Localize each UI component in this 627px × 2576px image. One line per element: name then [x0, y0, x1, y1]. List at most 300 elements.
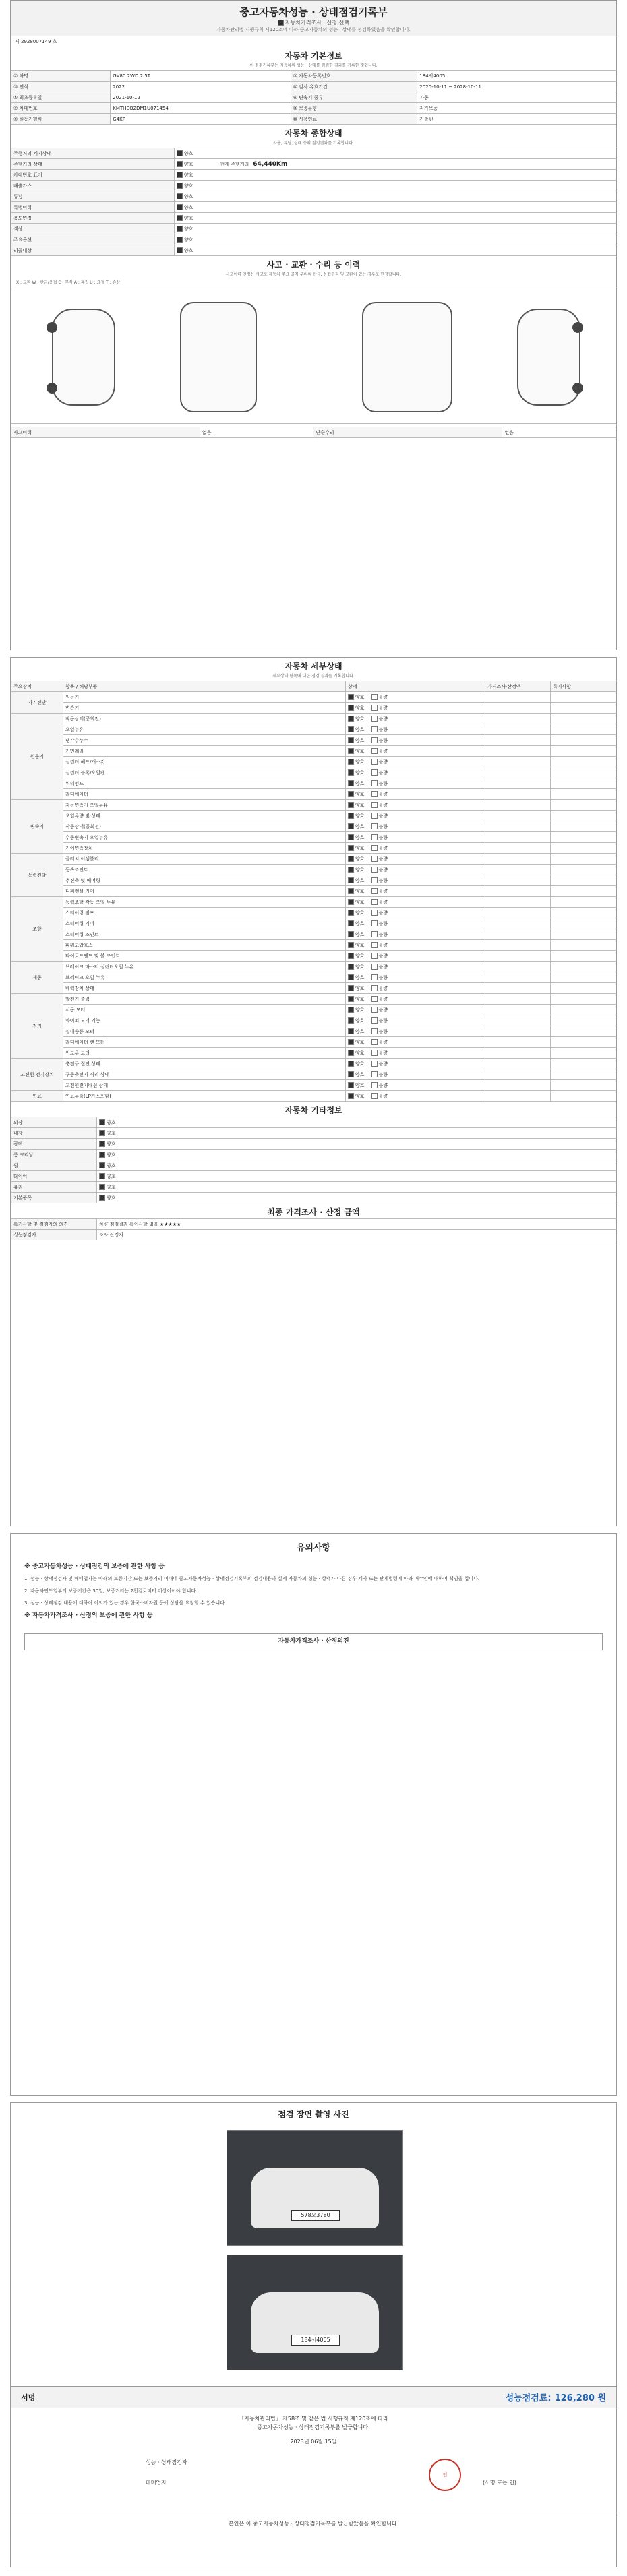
- detail-row: [11, 843, 616, 854]
- detail-header: 주요장치: [11, 681, 63, 692]
- checkbox-icon: [348, 1039, 354, 1045]
- state-bad: 불량: [378, 845, 388, 851]
- detail-note: [551, 972, 616, 983]
- detail-row: [11, 832, 616, 843]
- notice-title: 유의사항: [296, 1543, 331, 1553]
- state-good: 양호: [355, 823, 365, 829]
- overall-result: 양호: [183, 193, 193, 199]
- detail-price: [485, 994, 551, 1005]
- checkbox-icon: [371, 856, 378, 862]
- detail-item: 오일누유: [63, 724, 346, 735]
- basic-label-2: ⑥ 변속기 종류: [291, 92, 417, 103]
- basic-value-2: 자가보증: [417, 103, 616, 114]
- detail-note: [551, 703, 616, 714]
- detail-note: [551, 724, 616, 735]
- state-good: 양호: [355, 737, 365, 743]
- detail-item: 작동상태(공회전): [63, 714, 346, 724]
- checkbox-icon: [371, 985, 378, 991]
- checkbox-icon: [99, 1173, 105, 1179]
- checkbox-icon: [371, 780, 378, 786]
- inspector-name: 조사·산정자: [97, 1230, 616, 1240]
- state-bad: 불량: [378, 1039, 388, 1045]
- detail-item: 기어변속장치: [63, 843, 346, 854]
- checkbox-icon: [348, 705, 354, 711]
- checkbox-icon: [177, 226, 183, 232]
- checkbox-icon: [348, 920, 354, 926]
- overall-state: [174, 234, 616, 245]
- detail-item: 원동기: [63, 692, 346, 703]
- checkbox-icon: [371, 813, 378, 819]
- detail-item: 디퍼렌셜 기어: [63, 886, 346, 897]
- overall-result: 양호: [183, 237, 193, 243]
- detail-row: [11, 1015, 616, 1026]
- detail-state: [346, 746, 485, 757]
- detail-note: [551, 1037, 616, 1048]
- basic-row: [11, 92, 616, 103]
- simple-repair-label: 단순수리: [314, 427, 502, 438]
- detail-price: [485, 940, 551, 951]
- detail-state: [346, 832, 485, 843]
- detail-note: [551, 746, 616, 757]
- detail-state: [346, 1005, 485, 1015]
- accident-history-value: 없음: [200, 427, 314, 438]
- accident-history-label: 사고이력: [11, 427, 200, 438]
- detail-state: [346, 951, 485, 962]
- checkbox-icon: [371, 823, 378, 829]
- checkbox-icon: [278, 20, 284, 26]
- checkbox-icon: [371, 974, 378, 980]
- detail-state: [346, 1080, 485, 1091]
- detail-state: [346, 714, 485, 724]
- checkbox-icon: [371, 899, 378, 905]
- detail-note: [551, 757, 616, 767]
- notice-heading-1: ※ 중고자동차성능 · 상태점검의 보증에 관한 사항 등: [24, 1563, 165, 1570]
- detail-item: 실내송풍 모터: [63, 1026, 346, 1037]
- overall-row: [11, 170, 616, 181]
- detail-price: [485, 897, 551, 908]
- detail-note: [551, 940, 616, 951]
- basic-label-2: ⑧ 보증유형: [291, 103, 417, 114]
- detail-note: [551, 778, 616, 789]
- checkbox-icon: [177, 150, 183, 156]
- detail-row: [11, 724, 616, 735]
- detail-state: [346, 1069, 485, 1080]
- detail-state: [346, 1048, 485, 1059]
- detail-price: [485, 908, 551, 918]
- detail-state: [346, 811, 485, 821]
- detail-title: 자동차 세부상태: [285, 662, 342, 671]
- detail-row: [11, 821, 616, 832]
- state-bad: 불량: [378, 1017, 388, 1024]
- detail-note: [551, 714, 616, 724]
- receipt-notice: 본인은 이 중고자동차성능 · 상태점검기록부를 발급받았음을 확인합니다.: [11, 2513, 616, 2527]
- accident-sub: 사고이력 인정은 사고로 자동차 주요 골격 부위의 판금, 용접수리 및 교환이 있는 경우로 한정합니다.: [225, 272, 402, 277]
- car-left-view: [52, 309, 115, 406]
- checkbox-icon: [371, 1017, 378, 1024]
- detail-price: [485, 865, 551, 875]
- checkbox-icon: [348, 964, 354, 970]
- other-row: [11, 1160, 616, 1171]
- state-good: 양호: [355, 705, 365, 711]
- detail-item: 타이로드엔드 및 볼 조인트: [63, 951, 346, 962]
- overall-label: 주요옵션: [11, 234, 175, 245]
- detail-row: [11, 1080, 616, 1091]
- overall-label: 주행거리 상태: [11, 159, 175, 170]
- state-good: 양호: [355, 780, 365, 786]
- state-good: 양호: [355, 726, 365, 732]
- state-bad: 불량: [378, 780, 388, 786]
- license-plate: 184서4005: [291, 2335, 340, 2346]
- detail-state: [346, 918, 485, 929]
- detail-state: [346, 962, 485, 972]
- detail-state: [346, 897, 485, 908]
- detail-header: 가격조사·산정액: [485, 681, 551, 692]
- detail-item: 워터펌프: [63, 778, 346, 789]
- checkbox-icon: [348, 985, 354, 991]
- detail-row: [11, 886, 616, 897]
- detail-note: [551, 865, 616, 875]
- checkbox-icon: [348, 780, 354, 786]
- other-row: [11, 1139, 616, 1150]
- state-good: 양호: [355, 899, 365, 905]
- car-diagram: [11, 288, 616, 424]
- state-good: 양호: [355, 748, 365, 754]
- state-bad: 불량: [378, 1007, 388, 1013]
- overall-label: 특별이력: [11, 202, 175, 213]
- checkbox-icon: [371, 910, 378, 916]
- state-bad: 불량: [378, 856, 388, 862]
- basic-value: KMTHDB2DM1U071454: [111, 103, 291, 114]
- checkbox-icon: [348, 856, 354, 862]
- state-bad: 불량: [378, 985, 388, 991]
- detail-row: [11, 1026, 616, 1037]
- detail-item: 와이퍼 모터 기능: [63, 1015, 346, 1026]
- detail-item: 실린더 블록/오일팬: [63, 767, 346, 778]
- checkbox-icon: [371, 931, 378, 937]
- overall-state: [174, 159, 616, 170]
- detail-state: [346, 875, 485, 886]
- detail-item: 브레이크 오일 누유: [63, 972, 346, 983]
- state-good: 양호: [355, 974, 365, 980]
- overall-label: 색상: [11, 224, 175, 234]
- other-state: [97, 1150, 616, 1160]
- checkbox-icon: [348, 1093, 354, 1099]
- other-state: [97, 1160, 616, 1171]
- detail-state: [346, 940, 485, 951]
- detail-price: [485, 1026, 551, 1037]
- detail-item: 등속조인트: [63, 865, 346, 875]
- wheel-icon: [47, 383, 57, 394]
- other-row: [11, 1128, 616, 1139]
- state-bad: 불량: [378, 899, 388, 905]
- car-right-view: [517, 309, 580, 406]
- fee-value: 126,280 원: [554, 2393, 606, 2404]
- detail-price: [485, 692, 551, 703]
- checkbox-icon: [177, 193, 183, 199]
- checkbox-icon: [348, 813, 354, 819]
- state-good: 양호: [355, 1082, 365, 1088]
- state-bad: 불량: [378, 834, 388, 840]
- detail-price: [485, 724, 551, 735]
- checkbox-icon: [348, 877, 354, 883]
- overall-result: 양호: [183, 215, 193, 221]
- detail-row: [11, 918, 616, 929]
- footer-bar: [11, 2386, 616, 2408]
- fee-wrap: [506, 2391, 606, 2404]
- state-good: 양호: [355, 769, 365, 776]
- photos-title: 점검 장면 촬영 사진: [278, 2110, 349, 2119]
- detail-group: 전기: [11, 994, 63, 1059]
- detail-sub: 세부상태 항목에 대한 점검 결과를 기록합니다.: [272, 674, 355, 679]
- checkbox-icon: [348, 1082, 354, 1088]
- checkbox-icon: [371, 1061, 378, 1067]
- state-bad: 불량: [378, 996, 388, 1002]
- license-plate: 578오3780: [291, 2210, 340, 2221]
- detail-row: [11, 811, 616, 821]
- detail-item: 시동 모터: [63, 1005, 346, 1015]
- checkbox-icon: [371, 1039, 378, 1045]
- detail-note: [551, 897, 616, 908]
- detail-state: [346, 983, 485, 994]
- checkbox-icon: [371, 845, 378, 851]
- state-bad: 불량: [378, 791, 388, 797]
- detail-note: [551, 811, 616, 821]
- detail-note: [551, 800, 616, 811]
- detail-price: [485, 1080, 551, 1091]
- detail-item: 고전원전기배선 상태: [63, 1080, 346, 1091]
- detail-note: [551, 951, 616, 962]
- checkbox-icon: [348, 867, 354, 873]
- detail-price: [485, 1069, 551, 1080]
- detail-price: [485, 1005, 551, 1015]
- checkbox-icon: [348, 802, 354, 808]
- detail-note: [551, 929, 616, 940]
- basic-info-sub: 이 점검기록부는 자동차의 성능 · 상태를 점검한 결과를 기록한 것입니다.: [249, 63, 378, 68]
- state-bad: 불량: [378, 910, 388, 916]
- overall-row: [11, 234, 616, 245]
- detail-item: 브레이크 마스터 실린더오일 누유: [63, 962, 346, 972]
- other-result: 양호: [107, 1184, 116, 1190]
- state-good: 양호: [355, 888, 365, 894]
- detail-row: [11, 714, 616, 724]
- overall-result: 양호: [183, 161, 193, 167]
- checkbox-icon: [348, 823, 354, 829]
- detail-row: [11, 1037, 616, 1048]
- state-good: 양호: [355, 910, 365, 916]
- state-good: 양호: [355, 1039, 365, 1045]
- detail-note: [551, 918, 616, 929]
- checkbox-icon: [348, 1061, 354, 1067]
- overall-label: 리콜대상: [11, 245, 175, 256]
- detail-note: [551, 1015, 616, 1026]
- other-row: [11, 1171, 616, 1182]
- detail-item: 스티어링 펌프: [63, 908, 346, 918]
- simple-repair-value: 없음: [502, 427, 616, 438]
- detail-state: [346, 854, 485, 865]
- state-bad: 불량: [378, 867, 388, 873]
- other-result: 양호: [107, 1141, 116, 1147]
- checkbox-icon: [177, 215, 183, 221]
- footer-section: [11, 2386, 616, 2527]
- opinion-table: [11, 1218, 616, 1240]
- checkbox-icon: [348, 834, 354, 840]
- state-good: 양호: [355, 931, 365, 937]
- checkbox-icon: [371, 737, 378, 743]
- detail-row: [11, 692, 616, 703]
- other-result: 양호: [107, 1119, 116, 1125]
- state-good: 양호: [355, 1061, 365, 1067]
- state-bad: 불량: [378, 802, 388, 808]
- notice-heading-2: ※ 자동차가격조사 · 산정의 보증에 관한 사항 등: [24, 1612, 153, 1619]
- detail-price: [485, 811, 551, 821]
- state-good: 양호: [355, 813, 365, 819]
- other-title: 자동차 기타정보: [285, 1106, 342, 1115]
- checkbox-icon: [99, 1162, 105, 1168]
- other-result: 양호: [107, 1173, 116, 1179]
- detail-state: [346, 1091, 485, 1102]
- detail-item: 라디에이터: [63, 789, 346, 800]
- checkbox-icon: [371, 1007, 378, 1013]
- checkbox-icon: [348, 996, 354, 1002]
- checkbox-icon: [371, 791, 378, 797]
- overall-result: 양호: [183, 204, 193, 210]
- basic-row: [11, 114, 616, 125]
- state-good: 양호: [355, 802, 365, 808]
- detail-row: [11, 746, 616, 757]
- detail-price: [485, 703, 551, 714]
- document-title: 중고자동차성능 · 상태점검기록부: [239, 6, 388, 18]
- detail-price: [485, 778, 551, 789]
- basic-value: GV80 2WD 2.5T: [111, 71, 291, 82]
- detail-price: [485, 735, 551, 746]
- checkbox-icon: [348, 1007, 354, 1013]
- detail-row: [11, 1005, 616, 1015]
- detail-state: [346, 1059, 485, 1069]
- state-bad: 불량: [378, 759, 388, 765]
- detail-item: 라디에이터 팬 모터: [63, 1037, 346, 1048]
- other-row: [11, 1150, 616, 1160]
- checkbox-icon: [371, 759, 378, 765]
- basic-value-2: 184서4005: [417, 71, 616, 82]
- overall-sub: 사용, 튜닝, 상태 등의 점검결과를 기록합니다.: [273, 141, 354, 146]
- detail-note: [551, 767, 616, 778]
- state-bad: 불량: [378, 942, 388, 948]
- checkbox-icon: [99, 1130, 105, 1136]
- wheel-icon: [47, 322, 57, 333]
- detail-state: [346, 1015, 485, 1026]
- detail-table: [11, 681, 616, 1102]
- state-good: 양호: [355, 845, 365, 851]
- checkbox-icon: [348, 716, 354, 722]
- checkbox-icon: [371, 1093, 378, 1099]
- inspector-label: 성능점검자: [11, 1230, 97, 1240]
- detail-state: [346, 929, 485, 940]
- other-state: [97, 1171, 616, 1182]
- checkbox-icon: [177, 204, 183, 210]
- checkbox-icon: [371, 1028, 378, 1034]
- state-bad: 불량: [378, 1050, 388, 1056]
- detail-note: [551, 821, 616, 832]
- checkbox-icon: [348, 845, 354, 851]
- checkbox-icon: [371, 953, 378, 959]
- basic-label: ① 차명: [11, 71, 111, 82]
- detail-row: [11, 778, 616, 789]
- detail-price: [485, 1059, 551, 1069]
- detail-price: [485, 983, 551, 994]
- state-good: 양호: [355, 856, 365, 862]
- detail-group: 원동기: [11, 714, 63, 800]
- state-bad: 불량: [378, 748, 388, 754]
- detail-price: [485, 886, 551, 897]
- detail-group: 변속기: [11, 800, 63, 854]
- detail-price: [485, 951, 551, 962]
- sign-label: 서명: [21, 2393, 36, 2402]
- detail-item: 발전기 출력: [63, 994, 346, 1005]
- checkbox-icon: [371, 996, 378, 1002]
- state-good: 양호: [355, 985, 365, 991]
- detail-price: [485, 972, 551, 983]
- other-label: 유리: [11, 1182, 97, 1193]
- detail-state: [346, 1026, 485, 1037]
- basic-row: [11, 103, 616, 114]
- detail-row: [11, 972, 616, 983]
- detail-note: [551, 1059, 616, 1069]
- detail-row: [11, 800, 616, 811]
- detail-state: [346, 757, 485, 767]
- overall-table: [11, 148, 616, 256]
- overall-row: [11, 159, 616, 170]
- basic-value: G4KP: [111, 114, 291, 125]
- detail-price: [485, 843, 551, 854]
- detail-price: [485, 1015, 551, 1026]
- detail-price: [485, 875, 551, 886]
- other-row: [11, 1117, 616, 1128]
- checkbox-icon: [348, 1028, 354, 1034]
- mileage-value: 64,440Km: [253, 160, 288, 168]
- detail-state: [346, 972, 485, 983]
- notice-paragraph: 1. 성능 · 상태점검자 및 매매업자는 아래의 보증기간 또는 보증거리 이내에 중고자동차성능 · 상태점검기록부의 점검내용과 실제 자동차의 성능 · 상태가 다른 경우 계약 또는 관계법령에 따라 매수인에 대하여 책임을 집니다.: [24, 1576, 480, 1581]
- checkbox-icon: [177, 237, 183, 243]
- car-top-view: [180, 302, 257, 412]
- other-label: 룸 크리닝: [11, 1150, 97, 1160]
- state-bad: 불량: [378, 1082, 388, 1088]
- state-good: 양호: [355, 920, 365, 926]
- detail-state: [346, 767, 485, 778]
- detail-price: [485, 1091, 551, 1102]
- overall-row: [11, 213, 616, 224]
- detail-note: [551, 1005, 616, 1015]
- state-bad: 불량: [378, 716, 388, 722]
- overall-result: 양호: [183, 172, 193, 178]
- detail-row: [11, 1091, 616, 1102]
- checkbox-icon: [348, 1050, 354, 1056]
- state-good: 양호: [355, 996, 365, 1002]
- opinion-text: 차량 점검결과 특이사항 없음 ★★★★★: [97, 1219, 616, 1230]
- detail-state: [346, 724, 485, 735]
- detail-group: 고전원 전기장치: [11, 1059, 63, 1091]
- state-bad: 불량: [378, 1028, 388, 1034]
- detail-item: 배력장치 상태: [63, 983, 346, 994]
- checkbox-icon: [371, 942, 378, 948]
- detail-note: [551, 832, 616, 843]
- checkbox-icon: [348, 974, 354, 980]
- detail-price: [485, 1037, 551, 1048]
- car-frame-view: [362, 302, 452, 412]
- inspection-page-3: [10, 1533, 617, 2096]
- state-good: 양호: [355, 1028, 365, 1034]
- state-good: 양호: [355, 942, 365, 948]
- state-bad: 불량: [378, 705, 388, 711]
